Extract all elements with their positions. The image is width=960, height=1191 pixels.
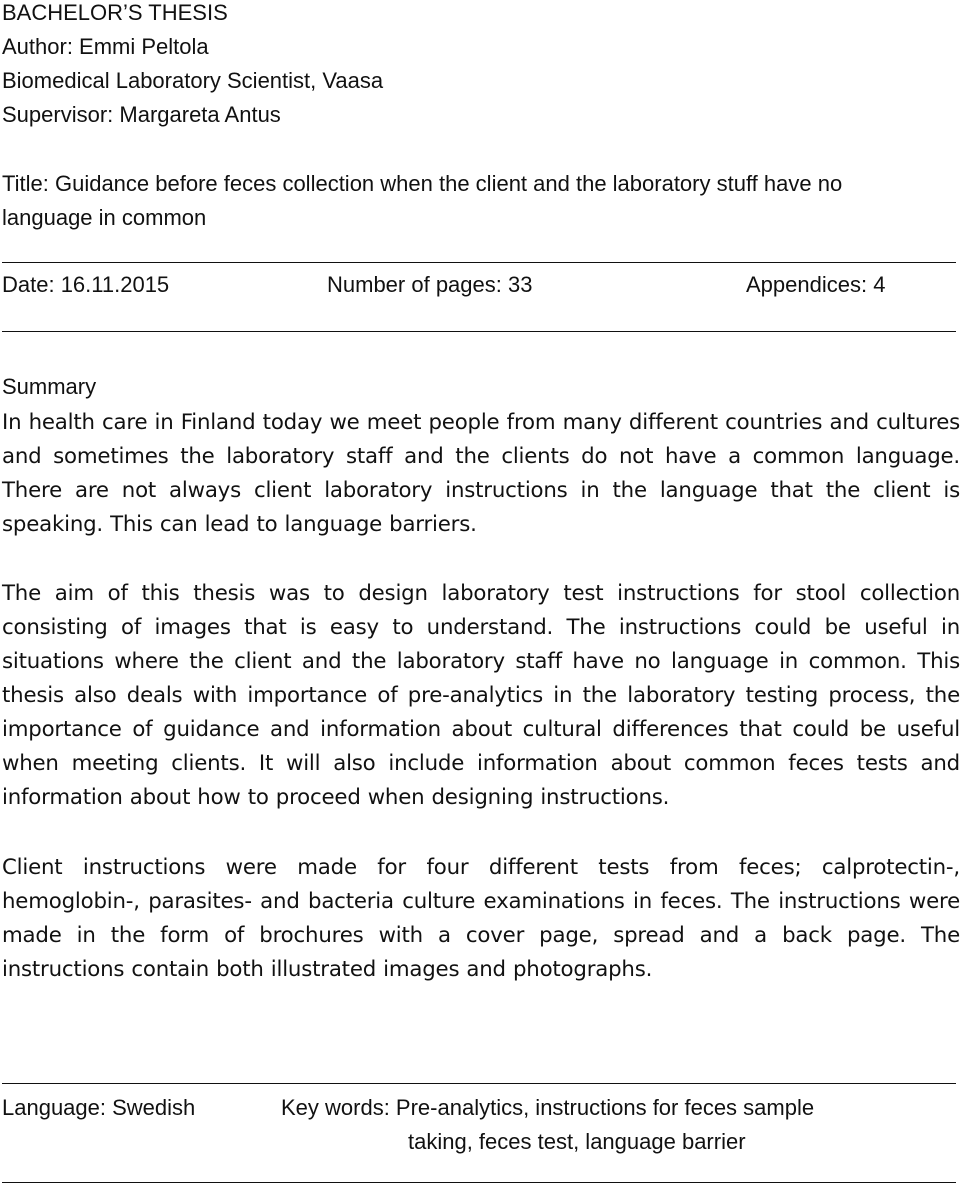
summary-paragraph-2: The aim of this thesis was to design laboratory test instructions for stool collection consisting of images that is easy to understand. The instructions could be useful in situations where the client and the laboratory staff have no language in common. This thesis also deals with importance of pre-analytics in the laboratory testing process, the importance of guidance and information about cultural differences that could be useful when meeting clients. It will also include information about common feces tests and information about how to proceed when designing instructions. [2, 581, 960, 810]
program-line: Biomedical Laboratory Scientist, Vaasa [2, 68, 384, 93]
supervisor-line: Supervisor: Margareta Antus [2, 102, 281, 127]
divider-rule-footer [2, 1083, 956, 1084]
meta-row [0, 268, 960, 302]
keywords-line-2: taking, feces test, language barrier [408, 1129, 746, 1154]
divider-rule-bottom [2, 1182, 956, 1183]
document-type-heading: BACHELOR’S THESIS [2, 0, 228, 25]
divider-rule-meta [2, 331, 956, 332]
page-count-field: Number of pages: 33 [327, 272, 533, 297]
summary-paragraph-3: Client instructions were made for four different tests from feces; calprotectin-, hemoglobin-, parasites- and bacteria culture examinations in feces. The instructions were made in the form of brochures with a cover page, spread and a back page. The instructions contain both illustrated images and photographs. [2, 855, 960, 982]
summary-heading: Summary [2, 374, 97, 399]
language-field: Language: Swedish [2, 1095, 196, 1120]
author-line: Author: Emmi Peltola [2, 34, 209, 59]
appendices-field: Appendices: 4 [746, 272, 886, 297]
summary-paragraph-1: In health care in Finland today we meet people from many different countries and cultures and sometimes the laboratory staff and the clients do not have a common language. There are not always client laboratory instructions in the language that the client is speaking. This can lead to language barriers. [2, 410, 960, 537]
thesis-title-line-2: language in common [2, 205, 207, 230]
date-field: Date: 16.11.2015 [2, 272, 170, 297]
divider-rule-top [2, 262, 956, 263]
thesis-title-line-1: Title: Guidance before feces collection when the client and the laboratory stuff have no [2, 171, 843, 196]
keywords-line-1: Key words: Pre-analytics, instructions for feces sample [281, 1095, 815, 1120]
